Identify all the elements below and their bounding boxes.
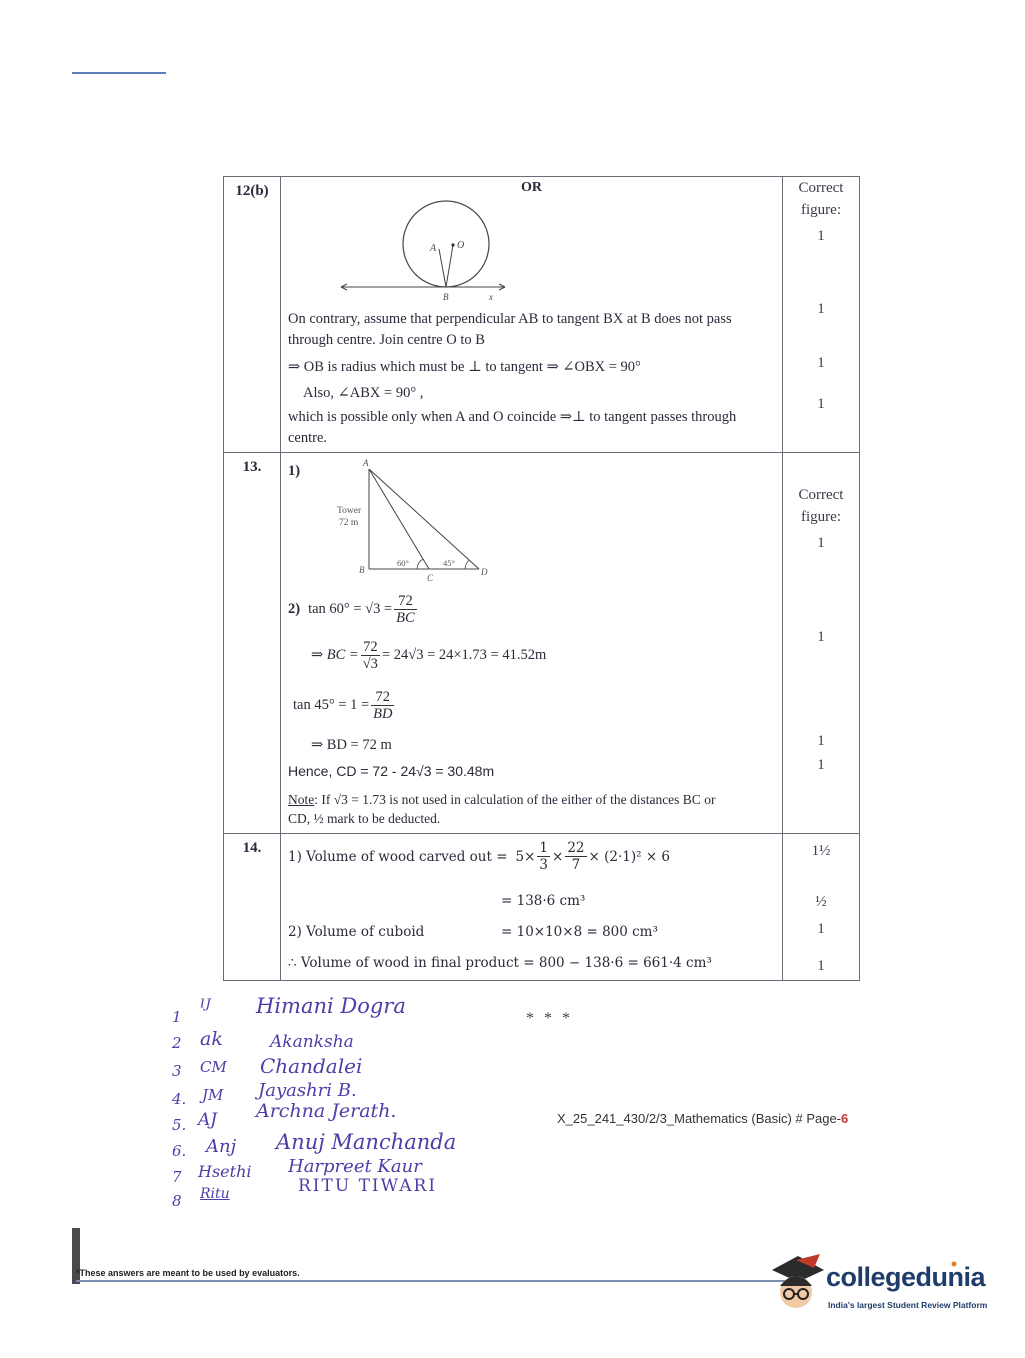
fraction xyxy=(394,593,417,626)
equation-label: 1) Volume of wood carved out = xyxy=(288,848,508,865)
signature-name: Anuj Manchanda xyxy=(276,1130,457,1154)
denominator: 3 xyxy=(539,857,549,873)
mark-figure-label: figure: xyxy=(801,509,841,525)
signature-initials: Ritu xyxy=(200,1186,230,1202)
tower-height-label: 72 m xyxy=(339,518,359,528)
signature-number: 5. xyxy=(172,1116,187,1134)
mark-value: 1 xyxy=(817,958,825,974)
text-line: Also, ∠ABX = 90° , xyxy=(303,385,424,401)
text-line: through centre. Join centre O to B xyxy=(288,332,485,348)
denominator: 7 xyxy=(571,857,581,873)
equation-term: 5× xyxy=(515,848,536,865)
cuboid-value: = 10×10×8 = 800 cm³ xyxy=(501,924,658,940)
signature-initials: ˡᴶ xyxy=(200,996,211,1021)
bc-lhs: ⇒ BC = xyxy=(311,647,359,663)
denominator: BC xyxy=(396,610,415,626)
point-d-label: D xyxy=(481,567,488,577)
tower-figure xyxy=(331,457,501,583)
mark-value: 1 xyxy=(817,355,825,371)
marking-scheme-table xyxy=(223,176,860,981)
point-b-label: B xyxy=(359,565,365,575)
mark-figure-label: Correct xyxy=(798,487,844,503)
signature-name: Harpreet Kaur xyxy=(288,1156,422,1177)
tower-label: Tower xyxy=(337,506,362,516)
hence-line: Hence, CD = 72 - 24√3 = 30.48m xyxy=(288,763,495,779)
fraction xyxy=(565,840,586,873)
angle-45-label: 45° xyxy=(443,558,455,568)
equation-term: × xyxy=(552,848,564,865)
tan45-lhs: tan 45° = 1 = xyxy=(293,697,370,713)
marks-cell xyxy=(783,834,860,981)
mark-value: 1 xyxy=(817,301,825,317)
marks-cell xyxy=(783,177,860,453)
numerator: 72 xyxy=(394,593,417,610)
mark-figure-label: Correct xyxy=(798,180,844,196)
signature-initials: JM xyxy=(202,1086,224,1104)
end-marker: * * * xyxy=(526,1010,573,1027)
part-label: 1) xyxy=(288,463,301,479)
numerator: 72 xyxy=(371,689,394,706)
final-volume-line: ∴ Volume of wood in final product = 800 − 138·6 = 661·4 cm³ xyxy=(288,955,712,971)
text-line: which is possible only when A and O coincide ⇒⊥ to tangent passes through xyxy=(288,409,737,425)
signature-number: 7 xyxy=(172,1168,182,1186)
table-row-q14 xyxy=(224,834,860,981)
fraction xyxy=(537,840,550,873)
question-number: 13. xyxy=(224,453,281,834)
mark-value: 1½ xyxy=(811,843,831,859)
page-footer-code xyxy=(557,1111,848,1126)
signature-number: 2 xyxy=(172,1034,182,1052)
note-label: Note xyxy=(288,792,315,807)
brand-tagline: India's largest Student Review Platform xyxy=(828,1300,988,1310)
mark-value: 1 xyxy=(817,629,825,645)
point-x-label: x xyxy=(489,292,493,302)
brand-name: collegedunia xyxy=(826,1262,986,1292)
signature-number: 8 xyxy=(172,1192,182,1210)
signature-name: RITU TIWARI xyxy=(298,1176,438,1196)
bd-result: ⇒ BD = 72 m xyxy=(311,737,392,753)
part-label: 2) xyxy=(288,601,301,617)
question-number: 14. xyxy=(224,834,281,981)
signature-name: Jayashri B. xyxy=(258,1080,357,1101)
mark-value: 1 xyxy=(817,757,825,773)
numerator: 72 xyxy=(361,639,380,656)
fraction xyxy=(371,689,394,722)
point-a-label: A xyxy=(430,243,437,254)
tangent-circle-figure xyxy=(333,199,513,307)
fraction xyxy=(361,639,380,672)
bottom-rule xyxy=(76,1280,796,1282)
tan45-equation xyxy=(293,689,396,722)
point-b-label: B xyxy=(443,292,449,302)
denominator: BD xyxy=(373,706,393,722)
footer-code-text: X_25_241_430/2/3_Mathematics (Basic) # Page- xyxy=(557,1111,842,1126)
note-line: CD, ½ mark to be deducted. xyxy=(288,811,441,826)
page-number: 6 xyxy=(841,1111,849,1126)
bc-equation xyxy=(311,639,546,672)
note-line xyxy=(288,790,715,810)
note-text: : If √3 = 1.73 is not used in calculation of the either of the distances BC or xyxy=(314,792,716,807)
point-c-label: C xyxy=(427,573,434,583)
signature-initials: CM xyxy=(200,1058,227,1076)
signature-name: Akanksha xyxy=(270,1032,354,1052)
mark-value: ½ xyxy=(815,894,827,910)
table-row-q13 xyxy=(224,453,860,834)
text-line: centre. xyxy=(288,430,328,446)
numerator: 22 xyxy=(567,840,585,856)
text-line: ⇒ OB is radius which must be ⊥ to tangent ⇒ ∠OBX = 90° xyxy=(288,359,641,375)
text-line: On contrary, assume that perpendicular AB to tangent BX at B does not pass xyxy=(288,311,732,327)
cuboid-label: 2) Volume of cuboid xyxy=(288,924,425,940)
signature-name: Himani Dogra xyxy=(256,994,406,1018)
or-label: OR xyxy=(521,180,542,195)
signature-initials: ak xyxy=(200,1028,223,1050)
equation-term: × (2·1)² × 6 xyxy=(588,848,671,865)
mark-value: 1 xyxy=(817,396,825,412)
marks-cell xyxy=(783,453,860,834)
table-row-q12b xyxy=(224,177,860,453)
top-accent-line xyxy=(72,72,166,74)
tan60-equation xyxy=(288,593,419,626)
solution-cell xyxy=(281,834,783,981)
signature-initials: Anj xyxy=(206,1136,237,1157)
mark-value: 1 xyxy=(817,733,825,749)
point-o-label: O xyxy=(457,240,465,251)
solution-cell xyxy=(281,453,783,834)
bc-rhs: = 24√3 = 24×1.73 = 41.52m xyxy=(381,647,547,663)
mark-value: 1 xyxy=(817,228,825,244)
wood-carved-equation xyxy=(288,840,670,873)
evaluator-disclaimer: *These answers are meant to be used by evaluators. xyxy=(76,1268,300,1278)
signature-number: 3 xyxy=(172,1062,182,1080)
solution-cell xyxy=(281,177,783,453)
question-number: 12(b) xyxy=(224,177,281,453)
tan60-lhs: tan 60° = √3 = xyxy=(308,601,393,617)
signature-name: Chandalei xyxy=(260,1054,363,1078)
signature-initials: Hsethi xyxy=(198,1162,252,1181)
angle-60-label: 60° xyxy=(397,558,409,568)
signature-number: 6. xyxy=(172,1142,187,1160)
mark-value: 1 xyxy=(817,921,825,937)
signature-initials: AJ xyxy=(198,1110,218,1130)
carved-result: = 138·6 cm³ xyxy=(501,893,586,909)
numerator: 1 xyxy=(539,840,549,856)
point-a-label: A xyxy=(363,458,369,468)
mark-figure-label: figure: xyxy=(801,202,841,218)
signature-number: 4. xyxy=(172,1090,187,1108)
denominator: √3 xyxy=(362,656,378,672)
signature-number: 1 xyxy=(172,1008,182,1026)
mark-value: 1 xyxy=(817,535,825,551)
signature-name: Archna Jerath. xyxy=(256,1100,397,1122)
